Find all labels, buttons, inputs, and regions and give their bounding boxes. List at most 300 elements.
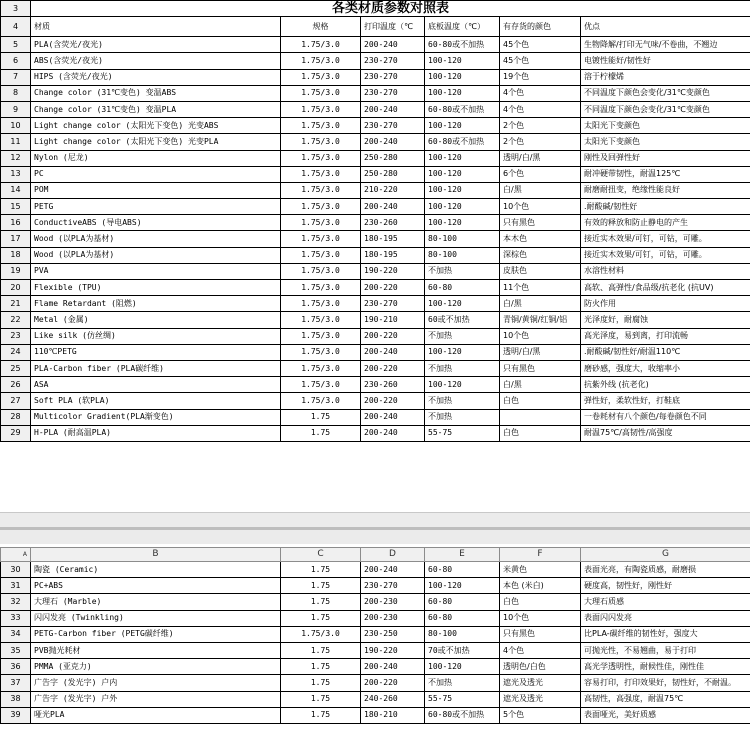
cell-material[interactable]: POM bbox=[31, 182, 281, 198]
cell-material[interactable]: 110℃PETG bbox=[31, 344, 281, 360]
cell-advantages[interactable]: 表面哑光，美好质感 bbox=[581, 707, 750, 723]
cell-advantages[interactable]: 一卷耗材有八个颜色/每卷颜色不同 bbox=[581, 409, 750, 425]
cell-material[interactable]: Change color (31℃变色) 变温PLA bbox=[31, 101, 281, 117]
row-number[interactable]: 24 bbox=[1, 344, 31, 360]
cell-spec[interactable]: 1.75/3.0 bbox=[281, 134, 361, 150]
cell-colors[interactable]: 只有黑色 bbox=[500, 215, 581, 231]
cell-advantages[interactable]: 可抛光性，不易翘曲，易于打印 bbox=[581, 642, 750, 658]
cell-advantages[interactable]: 接近实木效果/可钉，可钻，可雕。 bbox=[581, 247, 750, 263]
cell-advantages[interactable]: 表面光亮，有陶瓷质感，耐磨损 bbox=[581, 562, 750, 578]
cell-advantages[interactable]: 耐冲硬带韧性，耐温125℃ bbox=[581, 166, 750, 182]
cell-bed-temp[interactable]: 100-120 bbox=[425, 377, 500, 393]
cell-print-temp[interactable]: 200-240 bbox=[361, 409, 425, 425]
cell-colors[interactable]: 2个色 bbox=[500, 134, 581, 150]
cell-spec[interactable]: 1.75 bbox=[281, 425, 361, 441]
cell-print-temp[interactable]: 230-270 bbox=[361, 296, 425, 312]
row-number[interactable]: 4 bbox=[1, 17, 31, 37]
column-header-d[interactable]: D bbox=[361, 548, 425, 562]
cell-advantages[interactable]: 高光学透明性，耐候性佳，刚性佳 bbox=[581, 659, 750, 675]
cell-spec[interactable]: 1.75 bbox=[281, 578, 361, 594]
cell-bed-temp[interactable]: 不加热 bbox=[425, 328, 500, 344]
cell-bed-temp[interactable]: 60-80或不加热 bbox=[425, 707, 500, 723]
table-row bbox=[1, 409, 750, 425]
row-number[interactable]: 7 bbox=[1, 69, 31, 85]
cell-print-temp[interactable]: 200-240 bbox=[361, 199, 425, 215]
row-number[interactable]: 33 bbox=[1, 610, 31, 626]
table-row bbox=[1, 296, 750, 312]
cell-spec[interactable]: 1.75 bbox=[281, 707, 361, 723]
column-header-a[interactable] bbox=[1, 548, 31, 562]
cell-bed-temp[interactable]: 55-75 bbox=[425, 691, 500, 707]
cell-advantages[interactable]: 高韧性，高强度，耐温75℃ bbox=[581, 691, 750, 707]
row-number[interactable]: 23 bbox=[1, 328, 31, 344]
table-row bbox=[1, 263, 750, 279]
cell-advantages[interactable]: 不同温度下颜色会变化/31℃变颜色 bbox=[581, 101, 750, 117]
cell-advantages[interactable]: 耐温75℃/高韧性/高强度 bbox=[581, 425, 750, 441]
header-advantages[interactable]: 优点 bbox=[581, 17, 750, 37]
cell-material[interactable]: PETG bbox=[31, 199, 281, 215]
cell-material[interactable]: 大理石 (Marble) bbox=[31, 594, 281, 610]
cell-spec[interactable]: 1.75/3.0 bbox=[281, 166, 361, 182]
table-title: 各类材质参数对照表 bbox=[332, 1, 450, 17]
cell-spec[interactable]: 1.75/3.0 bbox=[281, 231, 361, 247]
cell-colors[interactable]: 青铜/黄铜/红铜/铝 bbox=[500, 312, 581, 328]
cell-print-temp[interactable]: 200-220 bbox=[361, 675, 425, 691]
cell-material[interactable]: 哑光PLA bbox=[31, 707, 281, 723]
row-number[interactable]: 13 bbox=[1, 166, 31, 182]
cell-bed-temp[interactable]: 100-120 bbox=[425, 344, 500, 360]
cell-advantages[interactable]: 太阳光下变颜色 bbox=[581, 118, 750, 134]
cell-material[interactable]: Multicolor Gradient(PLA渐变色) bbox=[31, 409, 281, 425]
cell-material[interactable]: Light change color (太阳光下变色) 光变ABS bbox=[31, 118, 281, 134]
cell-material[interactable]: Change color (31℃变色) 变温ABS bbox=[31, 85, 281, 101]
cell-bed-temp[interactable]: 100-120 bbox=[425, 296, 500, 312]
cell-advantages[interactable]: .耐酸碱/韧性好 bbox=[581, 199, 750, 215]
cell-advantages[interactable]: 高光泽度，易到离，打印流畅 bbox=[581, 328, 750, 344]
row-number[interactable]: 30 bbox=[1, 562, 31, 578]
cell-material[interactable]: PVB抛光耗材 bbox=[31, 642, 281, 658]
cell-material[interactable]: PLA-Carbon fiber (PLA碳纤维) bbox=[31, 360, 281, 376]
column-header-c[interactable]: C bbox=[281, 548, 361, 562]
cell-print-temp[interactable]: 200-220 bbox=[361, 280, 425, 296]
cell-spec[interactable]: 1.75/3.0 bbox=[281, 118, 361, 134]
cell-print-temp[interactable]: 200-240 bbox=[361, 101, 425, 117]
header-row bbox=[1, 17, 750, 37]
cell-bed-temp[interactable]: 60-80或不加热 bbox=[425, 37, 500, 53]
cell-print-temp[interactable]: 230-260 bbox=[361, 215, 425, 231]
cell-print-temp[interactable]: 210-220 bbox=[361, 182, 425, 198]
header-print-temp[interactable]: 打印温度（℃ bbox=[361, 17, 425, 37]
row-number[interactable]: 8 bbox=[1, 85, 31, 101]
cell-advantages[interactable]: 高软、高弹性/食品级/抗老化 (抗UV) bbox=[581, 280, 750, 296]
cell-material[interactable]: Light change color (太阳光下变色) 光变PLA bbox=[31, 134, 281, 150]
cell-spec[interactable]: 1.75 bbox=[281, 642, 361, 658]
cell-spec[interactable]: 1.75 bbox=[281, 562, 361, 578]
cell-material[interactable]: ABS(含荧光/夜光) bbox=[31, 53, 281, 69]
table-row bbox=[1, 53, 750, 69]
row-number[interactable]: 6 bbox=[1, 53, 31, 69]
cell-bed-temp[interactable]: 100-120 bbox=[425, 53, 500, 69]
cell-colors[interactable]: 4个色 bbox=[500, 85, 581, 101]
cell-print-temp[interactable]: 230-260 bbox=[361, 377, 425, 393]
cell-bed-temp[interactable]: 60或不加热 bbox=[425, 312, 500, 328]
cell-spec[interactable]: 1.75 bbox=[281, 594, 361, 610]
cell-print-temp[interactable]: 240-260 bbox=[361, 691, 425, 707]
cell-advantages[interactable]: 生物降解/打印无气味/不卷曲，不翘边 bbox=[581, 37, 750, 53]
cell-bed-temp[interactable]: 60-80 bbox=[425, 594, 500, 610]
cell-colors[interactable]: 只有黑色 bbox=[500, 360, 581, 376]
cell-print-temp[interactable]: 180-195 bbox=[361, 231, 425, 247]
table-row bbox=[1, 425, 750, 441]
row-number[interactable]: 25 bbox=[1, 360, 31, 376]
cell-print-temp[interactable]: 230-270 bbox=[361, 578, 425, 594]
cell-spec[interactable]: 1.75/3.0 bbox=[281, 312, 361, 328]
cell-colors[interactable]: 透明色/白色 bbox=[500, 659, 581, 675]
cell-bed-temp[interactable]: 100-120 bbox=[425, 182, 500, 198]
table-row bbox=[1, 393, 750, 409]
row-number[interactable]: 22 bbox=[1, 312, 31, 328]
cell-colors[interactable]: 透明/白/黑 bbox=[500, 150, 581, 166]
cell-print-temp[interactable]: 190-210 bbox=[361, 312, 425, 328]
cell-colors[interactable]: 19个色 bbox=[500, 69, 581, 85]
table-row bbox=[1, 134, 750, 150]
row-number[interactable]: 34 bbox=[1, 626, 31, 642]
header-bed-temp[interactable]: 底板温度（℃） bbox=[425, 17, 500, 37]
table-row bbox=[1, 626, 750, 642]
cell-material[interactable]: Flexible (TPU) bbox=[31, 280, 281, 296]
cell-print-temp[interactable]: 230-250 bbox=[361, 626, 425, 642]
table-row bbox=[1, 85, 750, 101]
cell-bed-temp[interactable]: 100-120 bbox=[425, 578, 500, 594]
title-cell[interactable] bbox=[31, 1, 750, 17]
header-colors[interactable]: 有存货的颜色 bbox=[500, 17, 581, 37]
cell-material[interactable]: H-PLA (耐高温PLA) bbox=[31, 425, 281, 441]
column-header-b[interactable]: B bbox=[31, 548, 281, 562]
cell-material[interactable]: Like silk (仿丝绸) bbox=[31, 328, 281, 344]
cell-spec[interactable]: 1.75/3.0 bbox=[281, 263, 361, 279]
cell-colors[interactable]: 只有黑色 bbox=[500, 626, 581, 642]
row-number[interactable]: 16 bbox=[1, 215, 31, 231]
cell-colors[interactable]: 遮光及透光 bbox=[500, 691, 581, 707]
cell-material[interactable]: 广告字 (发光字) 户外 bbox=[31, 691, 281, 707]
cell-colors[interactable] bbox=[500, 409, 581, 425]
cell-spec[interactable]: 1.75/3.0 bbox=[281, 247, 361, 263]
cell-bed-temp[interactable]: 不加热 bbox=[425, 675, 500, 691]
cell-advantages[interactable]: 比PLA-碳纤维的韧性好，强度大 bbox=[581, 626, 750, 642]
cell-material[interactable]: Metal (金属) bbox=[31, 312, 281, 328]
cell-spec[interactable]: 1.75 bbox=[281, 659, 361, 675]
column-letter-a: A bbox=[22, 550, 27, 558]
cell-spec[interactable]: 1.75/3.0 bbox=[281, 344, 361, 360]
row-number[interactable]: 17 bbox=[1, 231, 31, 247]
cell-bed-temp[interactable]: 不加热 bbox=[425, 263, 500, 279]
table-row bbox=[1, 199, 750, 215]
cell-colors[interactable]: 遮光及透光 bbox=[500, 675, 581, 691]
row-number[interactable]: 31 bbox=[1, 578, 31, 594]
cell-print-temp[interactable]: 230-270 bbox=[361, 85, 425, 101]
cell-print-temp[interactable]: 200-240 bbox=[361, 344, 425, 360]
cell-colors[interactable]: 2个色 bbox=[500, 118, 581, 134]
row-number[interactable]: 37 bbox=[1, 675, 31, 691]
cell-advantages[interactable]: 弹性好，柔软性好，打鞋底 bbox=[581, 393, 750, 409]
cell-spec[interactable]: 1.75/3.0 bbox=[281, 377, 361, 393]
cell-print-temp[interactable]: 250-280 bbox=[361, 166, 425, 182]
table-row bbox=[1, 659, 750, 675]
cell-material[interactable]: 闪闪发亮 (Twinkling) bbox=[31, 610, 281, 626]
cell-bed-temp[interactable]: 55-75 bbox=[425, 425, 500, 441]
cell-advantages[interactable]: 太阳光下变颜色 bbox=[581, 134, 750, 150]
cell-bed-temp[interactable]: 70或不加热 bbox=[425, 642, 500, 658]
table-row bbox=[1, 610, 750, 626]
cell-colors[interactable]: 本色 (米白) bbox=[500, 578, 581, 594]
cell-advantages[interactable]: 磨砂感，强度大，收缩率小 bbox=[581, 360, 750, 376]
cell-spec[interactable]: 1.75/3.0 bbox=[281, 393, 361, 409]
cell-material[interactable]: Soft PLA (软PLA) bbox=[31, 393, 281, 409]
column-header-f[interactable]: F bbox=[500, 548, 581, 562]
row-number[interactable]: 5 bbox=[1, 37, 31, 53]
cell-print-temp[interactable]: 200-220 bbox=[361, 328, 425, 344]
cell-spec[interactable]: 1.75 bbox=[281, 409, 361, 425]
cell-bed-temp[interactable]: 60-80 bbox=[425, 280, 500, 296]
cell-material[interactable]: Wood (以PLA为基材) bbox=[31, 231, 281, 247]
column-header-g[interactable]: G bbox=[581, 548, 750, 562]
cell-advantages[interactable]: 电镀性能好/韧性好 bbox=[581, 53, 750, 69]
cell-material[interactable]: Flame Retardant (阻燃) bbox=[31, 296, 281, 312]
cell-spec[interactable]: 1.75/3.0 bbox=[281, 215, 361, 231]
cell-bed-temp[interactable]: 不加热 bbox=[425, 393, 500, 409]
cell-colors[interactable]: 10个色 bbox=[500, 328, 581, 344]
cell-material[interactable]: PLA(含荧光/夜光) bbox=[31, 37, 281, 53]
pane-split-line[interactable] bbox=[0, 527, 750, 530]
cell-print-temp[interactable]: 200-220 bbox=[361, 393, 425, 409]
cell-print-temp[interactable]: 200-230 bbox=[361, 594, 425, 610]
cell-material[interactable]: PC bbox=[31, 166, 281, 182]
row-number[interactable]: 21 bbox=[1, 296, 31, 312]
cell-spec[interactable]: 1.75/3.0 bbox=[281, 37, 361, 53]
cell-bed-temp[interactable]: 80-100 bbox=[425, 231, 500, 247]
cell-colors[interactable]: 10个色 bbox=[500, 610, 581, 626]
cell-advantages[interactable]: .耐酸碱/韧性好/耐温110℃ bbox=[581, 344, 750, 360]
cell-spec[interactable]: 1.75 bbox=[281, 691, 361, 707]
cell-print-temp[interactable]: 200-230 bbox=[361, 610, 425, 626]
cell-spec[interactable]: 1.75 bbox=[281, 610, 361, 626]
cell-bed-temp[interactable]: 60-80 bbox=[425, 562, 500, 578]
column-header-row bbox=[1, 548, 750, 562]
cell-print-temp[interactable]: 230-270 bbox=[361, 53, 425, 69]
cell-advantages[interactable]: 有效的释放和防止静电的产生 bbox=[581, 215, 750, 231]
cell-spec[interactable]: 1.75/3.0 bbox=[281, 85, 361, 101]
row-number[interactable]: 14 bbox=[1, 182, 31, 198]
header-material[interactable]: 材质 bbox=[31, 17, 281, 37]
table-row bbox=[1, 182, 750, 198]
cell-bed-temp[interactable]: 60-80 bbox=[425, 610, 500, 626]
cell-colors[interactable]: 白/黑 bbox=[500, 377, 581, 393]
row-number[interactable]: 29 bbox=[1, 425, 31, 441]
cell-print-temp[interactable]: 200-240 bbox=[361, 562, 425, 578]
row-number[interactable]: 27 bbox=[1, 393, 31, 409]
cell-bed-temp[interactable]: 100-120 bbox=[425, 85, 500, 101]
cell-spec[interactable]: 1.75/3.0 bbox=[281, 328, 361, 344]
cell-print-temp[interactable]: 230-270 bbox=[361, 118, 425, 134]
cell-bed-temp[interactable]: 100-120 bbox=[425, 118, 500, 134]
cell-colors[interactable]: 45个色 bbox=[500, 37, 581, 53]
cell-colors[interactable]: 白/黑 bbox=[500, 296, 581, 312]
cell-bed-temp[interactable]: 60-80或不加热 bbox=[425, 134, 500, 150]
cell-bed-temp[interactable]: 不加热 bbox=[425, 409, 500, 425]
bottom-sheet-table bbox=[0, 547, 750, 724]
cell-advantages[interactable]: 水溶性材料 bbox=[581, 263, 750, 279]
cell-colors[interactable]: 白/黑 bbox=[500, 182, 581, 198]
cell-print-temp[interactable]: 180-195 bbox=[361, 247, 425, 263]
cell-spec[interactable]: 1.75/3.0 bbox=[281, 101, 361, 117]
cell-advantages[interactable]: 大理石质感 bbox=[581, 594, 750, 610]
cell-spec[interactable]: 1.75/3.0 bbox=[281, 280, 361, 296]
row-number[interactable]: 3 bbox=[1, 1, 31, 17]
table-row bbox=[1, 280, 750, 296]
cell-colors[interactable]: 米黄色 bbox=[500, 562, 581, 578]
table-row bbox=[1, 377, 750, 393]
row-number[interactable]: 11 bbox=[1, 134, 31, 150]
pane-split-bar[interactable] bbox=[0, 512, 750, 546]
cell-spec[interactable]: 1.75/3.0 bbox=[281, 360, 361, 376]
cell-advantages[interactable]: 容易打印，打印效果好，韧性好，不耐温。 bbox=[581, 675, 750, 691]
cell-colors[interactable]: 透明/白/黑 bbox=[500, 344, 581, 360]
row-number[interactable]: 36 bbox=[1, 659, 31, 675]
cell-material[interactable]: HIPS (含荧光/夜光) bbox=[31, 69, 281, 85]
cell-material[interactable]: PVA bbox=[31, 263, 281, 279]
cell-advantages[interactable]: 刚性及回弹性好 bbox=[581, 150, 750, 166]
title-row bbox=[1, 1, 750, 17]
table-row bbox=[1, 562, 750, 578]
cell-bed-temp[interactable]: 100-120 bbox=[425, 69, 500, 85]
cell-colors[interactable]: 本木色 bbox=[500, 231, 581, 247]
cell-spec[interactable]: 1.75/3.0 bbox=[281, 199, 361, 215]
cell-advantages[interactable]: 光泽度好，耐腐蚀 bbox=[581, 312, 750, 328]
table-row bbox=[1, 642, 750, 658]
cell-print-temp[interactable]: 200-240 bbox=[361, 37, 425, 53]
cell-advantages[interactable]: 接近实木效果/可钉，可钻，可雕。 bbox=[581, 231, 750, 247]
cell-spec[interactable]: 1.75/3.0 bbox=[281, 69, 361, 85]
cell-colors[interactable]: 11个色 bbox=[500, 280, 581, 296]
cell-bed-temp[interactable]: 100-120 bbox=[425, 199, 500, 215]
cell-advantages[interactable]: 表面闪闪发亮 bbox=[581, 610, 750, 626]
cell-print-temp[interactable]: 200-240 bbox=[361, 134, 425, 150]
cell-bed-temp[interactable]: 不加热 bbox=[425, 360, 500, 376]
cell-material[interactable]: PMMA (亚克力) bbox=[31, 659, 281, 675]
cell-material[interactable]: Wood (以PLA为基材) bbox=[31, 247, 281, 263]
cell-advantages[interactable]: 不同温度下颜色会变化/31℃变颜色 bbox=[581, 85, 750, 101]
cell-bed-temp[interactable]: 100-120 bbox=[425, 150, 500, 166]
cell-print-temp[interactable]: 190-220 bbox=[361, 263, 425, 279]
cell-advantages[interactable]: 耐磨耐扭变，绝缘性能良好 bbox=[581, 182, 750, 198]
cell-bed-temp[interactable]: 60-80或不加热 bbox=[425, 101, 500, 117]
cell-spec[interactable]: 1.75/3.0 bbox=[281, 626, 361, 642]
cell-colors[interactable]: 深棕色 bbox=[500, 247, 581, 263]
cell-spec[interactable]: 1.75/3.0 bbox=[281, 53, 361, 69]
header-spec[interactable]: 规格 bbox=[281, 17, 361, 37]
table-row bbox=[1, 231, 750, 247]
cell-colors[interactable]: 白色 bbox=[500, 594, 581, 610]
cell-colors[interactable]: 6个色 bbox=[500, 166, 581, 182]
cell-bed-temp[interactable]: 100-120 bbox=[425, 659, 500, 675]
cell-material[interactable]: ConductiveABS (导电ABS) bbox=[31, 215, 281, 231]
table-row bbox=[1, 215, 750, 231]
row-number[interactable]: 19 bbox=[1, 263, 31, 279]
cell-print-temp[interactable]: 250-280 bbox=[361, 150, 425, 166]
row-number[interactable]: 38 bbox=[1, 691, 31, 707]
table-row bbox=[1, 328, 750, 344]
row-number[interactable]: 39 bbox=[1, 707, 31, 723]
cell-material[interactable]: PETG-Carbon fiber (PETG碳纤维) bbox=[31, 626, 281, 642]
cell-bed-temp[interactable]: 100-120 bbox=[425, 215, 500, 231]
table-row bbox=[1, 675, 750, 691]
cell-advantages[interactable]: 溶于柠檬烯 bbox=[581, 69, 750, 85]
cell-material[interactable]: ASA bbox=[31, 377, 281, 393]
cell-colors[interactable]: 10个色 bbox=[500, 199, 581, 215]
cell-colors[interactable]: 45个色 bbox=[500, 53, 581, 69]
cell-bed-temp[interactable]: 80-100 bbox=[425, 626, 500, 642]
table-row bbox=[1, 101, 750, 117]
bottom-pane bbox=[0, 544, 750, 750]
table-row bbox=[1, 578, 750, 594]
cell-material[interactable]: PC+ABS bbox=[31, 578, 281, 594]
table-row bbox=[1, 344, 750, 360]
row-number[interactable]: 12 bbox=[1, 150, 31, 166]
cell-advantages[interactable]: 抗紫外线 (抗老化) bbox=[581, 377, 750, 393]
table-row bbox=[1, 691, 750, 707]
column-header-e[interactable]: E bbox=[425, 548, 500, 562]
cell-print-temp[interactable]: 180-210 bbox=[361, 707, 425, 723]
cell-colors[interactable]: 4个色 bbox=[500, 642, 581, 658]
cell-print-temp[interactable]: 190-220 bbox=[361, 642, 425, 658]
table-row bbox=[1, 247, 750, 263]
cell-material[interactable]: 广告字 (发光字) 户内 bbox=[31, 675, 281, 691]
cell-colors[interactable]: 5个色 bbox=[500, 707, 581, 723]
cell-bed-temp[interactable]: 100-120 bbox=[425, 166, 500, 182]
cell-advantages[interactable]: 硬度高，韧性好，刚性好 bbox=[581, 578, 750, 594]
cell-advantages[interactable]: 防火作用 bbox=[581, 296, 750, 312]
row-number[interactable]: 26 bbox=[1, 377, 31, 393]
row-number[interactable]: 28 bbox=[1, 409, 31, 425]
cell-spec[interactable]: 1.75/3.0 bbox=[281, 182, 361, 198]
table-row bbox=[1, 150, 750, 166]
cell-print-temp[interactable]: 200-240 bbox=[361, 425, 425, 441]
table-row bbox=[1, 69, 750, 85]
cell-spec[interactable]: 1.75 bbox=[281, 675, 361, 691]
table-row bbox=[1, 707, 750, 723]
row-number[interactable]: 35 bbox=[1, 642, 31, 658]
cell-material[interactable]: Nylon (尼龙) bbox=[31, 150, 281, 166]
row-number[interactable]: 15 bbox=[1, 199, 31, 215]
cell-colors[interactable]: 白色 bbox=[500, 393, 581, 409]
cell-spec[interactable]: 1.75/3.0 bbox=[281, 150, 361, 166]
cell-print-temp[interactable]: 200-240 bbox=[361, 659, 425, 675]
row-number[interactable]: 9 bbox=[1, 101, 31, 117]
row-number[interactable]: 10 bbox=[1, 118, 31, 134]
cell-material[interactable]: 陶瓷 (Ceramic) bbox=[31, 562, 281, 578]
row-number[interactable]: 20 bbox=[1, 280, 31, 296]
cell-colors[interactable]: 4个色 bbox=[500, 101, 581, 117]
cell-print-temp[interactable]: 230-270 bbox=[361, 69, 425, 85]
cell-bed-temp[interactable]: 80-100 bbox=[425, 247, 500, 263]
table-row bbox=[1, 312, 750, 328]
row-number[interactable]: 18 bbox=[1, 247, 31, 263]
cell-spec[interactable]: 1.75/3.0 bbox=[281, 296, 361, 312]
cell-colors[interactable]: 白色 bbox=[500, 425, 581, 441]
row-number[interactable]: 32 bbox=[1, 594, 31, 610]
cell-colors[interactable]: 皮肤色 bbox=[500, 263, 581, 279]
cell-print-temp[interactable]: 200-220 bbox=[361, 360, 425, 376]
